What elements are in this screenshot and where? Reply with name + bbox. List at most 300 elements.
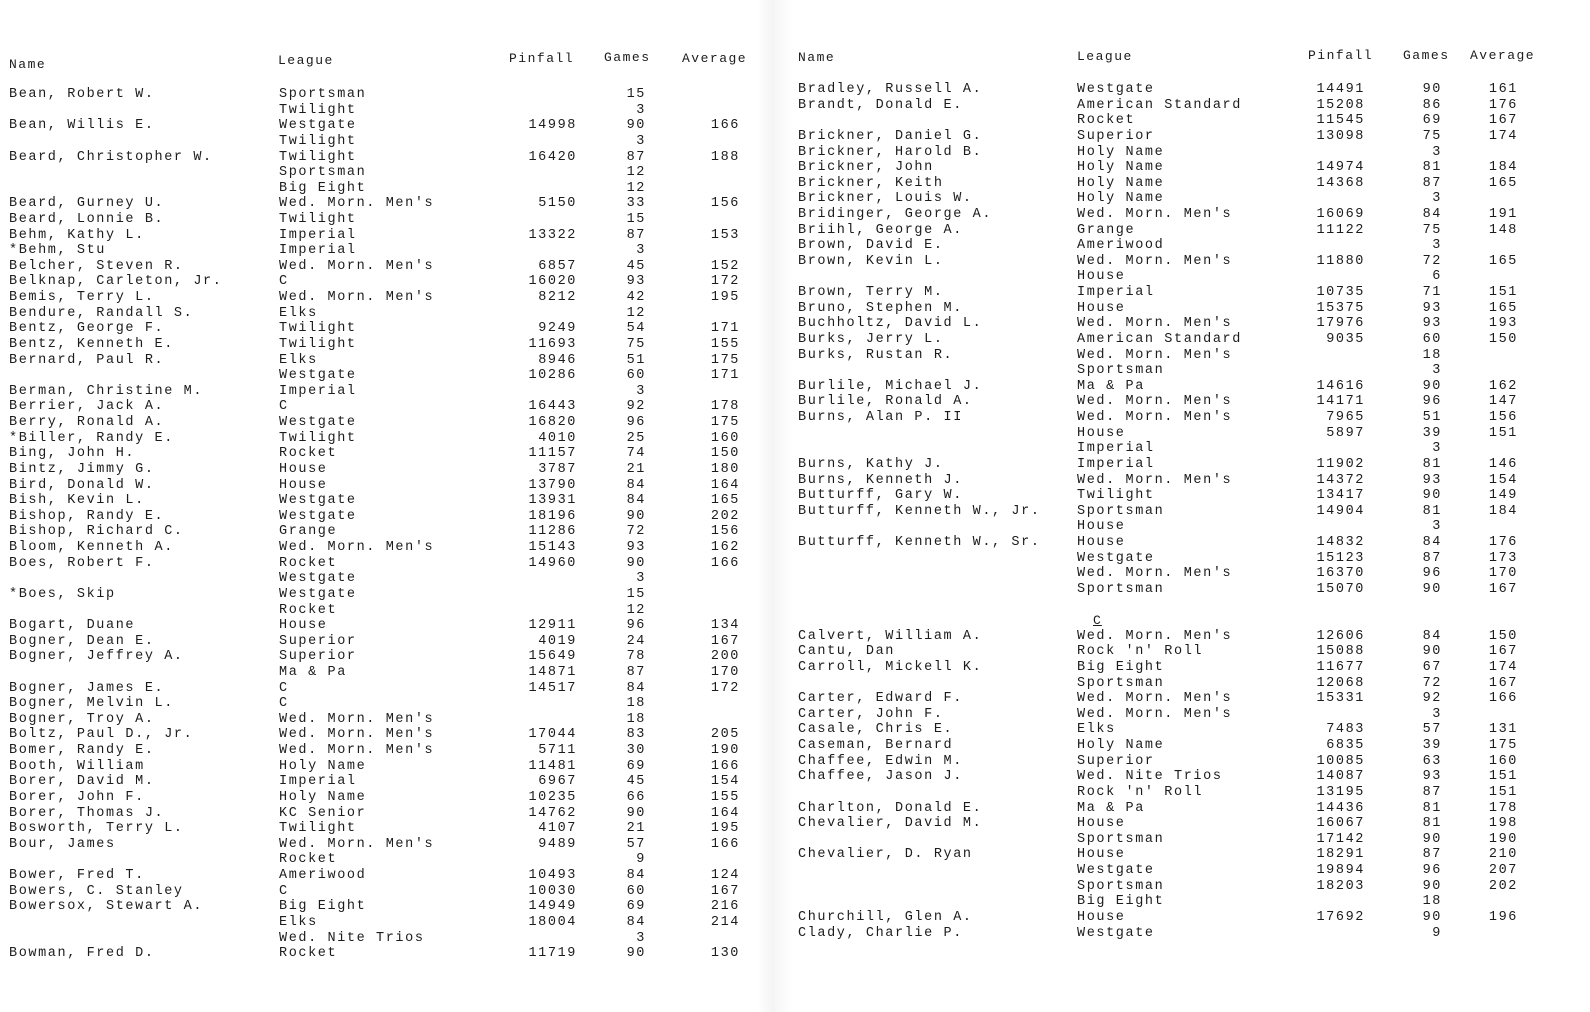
pinfall-value: 14871 bbox=[528, 664, 577, 680]
games-value: 81 bbox=[1422, 503, 1442, 519]
league-name: Wed. Morn. Men's bbox=[1077, 472, 1233, 488]
average-value: 176 bbox=[1488, 97, 1518, 113]
pinfall-value: 5150 bbox=[538, 196, 577, 212]
games-value: 15 bbox=[626, 87, 646, 102]
league-name: Wed. Morn. Men's bbox=[279, 540, 435, 555]
games-value: 18 bbox=[1422, 894, 1442, 910]
left-row bbox=[9, 478, 749, 493]
bowler-name: Boes, Robert F. bbox=[9, 555, 155, 571]
league-name: Twilight bbox=[279, 212, 357, 227]
left-row bbox=[9, 243, 749, 258]
right-row bbox=[798, 519, 1558, 534]
left-row bbox=[9, 681, 749, 696]
games-value: 39 bbox=[1422, 425, 1442, 441]
league-name: Rocket bbox=[1077, 113, 1136, 129]
pinfall-value: 8946 bbox=[538, 352, 577, 368]
games-value: 90 bbox=[1422, 581, 1442, 597]
league-name: Westgate bbox=[279, 493, 357, 509]
games-value: 3 bbox=[1432, 706, 1442, 722]
league-name: Ma & Pa bbox=[1077, 800, 1145, 816]
average-value: 167 bbox=[1488, 581, 1518, 597]
games-value: 83 bbox=[626, 727, 646, 743]
left-row bbox=[9, 946, 749, 961]
right-row bbox=[798, 113, 1558, 128]
league-name: Grange bbox=[1077, 222, 1136, 238]
league-name: Ameriwood bbox=[279, 868, 367, 883]
games-value: 84 bbox=[1422, 207, 1442, 222]
league-name: Holy Name bbox=[1077, 144, 1165, 160]
left-row bbox=[9, 884, 749, 899]
league-name: Wed. Morn. Men's bbox=[279, 743, 435, 758]
right-row bbox=[798, 457, 1558, 472]
games-value: 42 bbox=[626, 290, 646, 306]
games-value: 90 bbox=[1422, 831, 1442, 847]
right-row bbox=[798, 582, 1558, 597]
league-name: Twilight bbox=[1077, 488, 1155, 504]
games-value: 84 bbox=[1422, 535, 1442, 550]
league-name: C bbox=[279, 399, 289, 415]
bowler-name: Bishop, Richard C. bbox=[9, 524, 184, 540]
games-value: 90 bbox=[1422, 378, 1442, 394]
games-value: 33 bbox=[626, 196, 646, 212]
right-header-name: Name bbox=[798, 50, 836, 65]
pinfall-value: 13417 bbox=[1316, 488, 1365, 504]
left-row bbox=[9, 649, 749, 664]
average-value: 156 bbox=[1488, 410, 1518, 425]
games-value: 87 bbox=[1422, 175, 1442, 191]
right-row bbox=[798, 691, 1558, 706]
games-value: 81 bbox=[1422, 816, 1442, 832]
left-header-games: Games bbox=[604, 50, 651, 65]
games-value: 90 bbox=[1422, 82, 1442, 97]
games-value: 84 bbox=[626, 914, 646, 930]
bowler-name: Carter, Edward F. bbox=[798, 691, 963, 707]
right-row bbox=[798, 410, 1558, 425]
average-value: 156 bbox=[710, 196, 740, 212]
games-value: 75 bbox=[626, 336, 646, 352]
right-row bbox=[798, 847, 1558, 862]
pinfall-value: 11545 bbox=[1316, 113, 1365, 129]
games-value: 60 bbox=[1422, 331, 1442, 347]
left-row bbox=[9, 337, 749, 352]
average-value: 193 bbox=[1488, 316, 1518, 332]
bowler-name: Borer, David M. bbox=[9, 774, 155, 790]
games-value: 72 bbox=[1422, 675, 1442, 691]
bowler-name: Bridinger, George A. bbox=[798, 207, 993, 222]
left-row bbox=[9, 384, 749, 399]
pinfall-value: 11880 bbox=[1316, 253, 1365, 269]
league-name: Superior bbox=[1077, 128, 1155, 144]
average-value: 148 bbox=[1488, 222, 1518, 238]
games-value: 3 bbox=[1432, 519, 1442, 535]
games-value: 92 bbox=[626, 399, 646, 415]
bowler-name: Bentz, Kenneth E. bbox=[9, 336, 174, 352]
left-row bbox=[9, 821, 749, 836]
games-value: 69 bbox=[1422, 113, 1442, 129]
league-name: Twilight bbox=[279, 133, 357, 149]
pinfall-value: 14762 bbox=[528, 805, 577, 821]
average-value: 170 bbox=[710, 664, 740, 680]
pinfall-value: 3787 bbox=[538, 461, 577, 477]
bowler-name: Bendure, Randall S. bbox=[9, 305, 194, 321]
pinfall-value: 11693 bbox=[528, 336, 577, 352]
left-row bbox=[9, 415, 749, 430]
bowler-name: Bogner, Melvin L. bbox=[9, 696, 174, 712]
pinfall-value: 13195 bbox=[1316, 784, 1365, 800]
average-value: 216 bbox=[710, 899, 740, 915]
pinfall-value: 16820 bbox=[528, 415, 577, 430]
pinfall-value: 10735 bbox=[1316, 285, 1365, 301]
average-value: 190 bbox=[1488, 831, 1518, 847]
bowler-name: Bernard, Paul R. bbox=[9, 352, 165, 368]
pinfall-value: 12606 bbox=[1316, 628, 1365, 644]
right-row bbox=[798, 254, 1558, 269]
pinfall-value: 9489 bbox=[538, 836, 577, 852]
average-value: 198 bbox=[1488, 816, 1518, 832]
right-row bbox=[798, 879, 1558, 894]
bowler-name: Booth, William bbox=[9, 758, 145, 774]
left-row bbox=[9, 696, 749, 711]
average-value: 166 bbox=[710, 836, 740, 852]
pinfall-value: 15088 bbox=[1316, 644, 1365, 660]
games-value: 81 bbox=[1422, 160, 1442, 176]
league-name: Wed. Morn. Men's bbox=[1077, 410, 1233, 425]
games-value: 63 bbox=[1422, 753, 1442, 769]
average-value: 175 bbox=[710, 415, 740, 430]
games-value: 87 bbox=[1422, 550, 1442, 566]
bowler-name: Brown, David E. bbox=[798, 238, 944, 254]
left-row bbox=[9, 509, 749, 524]
bowler-name: Burlile, Michael J. bbox=[798, 378, 983, 394]
pinfall-value: 15070 bbox=[1316, 581, 1365, 597]
left-row bbox=[9, 556, 749, 571]
games-value: 12 bbox=[626, 180, 646, 196]
league-name: Wed. Nite Trios bbox=[1077, 769, 1223, 785]
bowler-name: Burks, Jerry L. bbox=[798, 331, 944, 347]
right-header-pinfall: Pinfall bbox=[1308, 48, 1374, 63]
average-value: 165 bbox=[1488, 253, 1518, 269]
bowler-name: Borer, John F. bbox=[9, 789, 145, 805]
pinfall-value: 11719 bbox=[528, 946, 577, 962]
right-row bbox=[798, 676, 1558, 691]
left-row bbox=[9, 634, 749, 649]
league-name: Westgate bbox=[1077, 82, 1155, 97]
average-value: 195 bbox=[710, 821, 740, 837]
games-value: 15 bbox=[626, 212, 646, 227]
average-value: 166 bbox=[710, 118, 740, 134]
pinfall-value: 14616 bbox=[1316, 378, 1365, 394]
bowler-name: Brickner, Keith bbox=[798, 175, 944, 191]
games-value: 6 bbox=[1432, 269, 1442, 285]
league-name: Wed. Morn. Men's bbox=[1077, 566, 1233, 582]
games-value: 15 bbox=[626, 586, 646, 602]
games-value: 93 bbox=[1422, 316, 1442, 332]
bowler-name: Bishop, Randy E. bbox=[9, 508, 165, 524]
league-name: Westgate bbox=[1077, 550, 1155, 566]
bowler-name: Bentz, George F. bbox=[9, 321, 165, 337]
games-value: 24 bbox=[626, 633, 646, 649]
pinfall-value: 11902 bbox=[1316, 456, 1365, 472]
games-value: 3 bbox=[636, 243, 646, 259]
average-value: 167 bbox=[710, 883, 740, 899]
section-letter-c: C bbox=[1093, 613, 1102, 628]
games-value: 54 bbox=[626, 321, 646, 337]
league-name: Wed. Nite Trios bbox=[279, 930, 425, 946]
left-row bbox=[9, 540, 749, 555]
left-row bbox=[9, 134, 749, 149]
pinfall-value: 17044 bbox=[528, 727, 577, 743]
league-name: Twilight bbox=[279, 149, 357, 165]
right-row bbox=[798, 473, 1558, 488]
average-value: 176 bbox=[1488, 535, 1518, 550]
league-name: Wed. Morn. Men's bbox=[1077, 253, 1233, 269]
bowler-name: Caseman, Bernard bbox=[798, 738, 954, 753]
bowler-name: Bomer, Randy E. bbox=[9, 743, 155, 758]
games-value: 96 bbox=[1422, 566, 1442, 582]
league-name: Big Eight bbox=[279, 899, 367, 915]
pinfall-value: 18203 bbox=[1316, 878, 1365, 894]
league-name: Holy Name bbox=[1077, 738, 1165, 753]
games-value: 3 bbox=[636, 133, 646, 149]
left-row bbox=[9, 150, 749, 165]
average-value: 172 bbox=[710, 274, 740, 290]
right-row bbox=[798, 863, 1558, 878]
games-value: 71 bbox=[1422, 285, 1442, 301]
games-value: 3 bbox=[1432, 144, 1442, 160]
left-row bbox=[9, 259, 749, 274]
pinfall-value: 13098 bbox=[1316, 128, 1365, 144]
average-value: 178 bbox=[1488, 800, 1518, 816]
bowler-name: Cantu, Dan bbox=[798, 644, 896, 660]
league-name: Imperial bbox=[1077, 456, 1155, 472]
league-name: Sportsman bbox=[1077, 831, 1165, 847]
games-value: 90 bbox=[626, 555, 646, 571]
bowler-name: Bowersox, Stewart A. bbox=[9, 899, 204, 915]
pinfall-value: 4019 bbox=[538, 633, 577, 649]
games-value: 87 bbox=[626, 149, 646, 165]
league-name: Westgate bbox=[279, 368, 357, 384]
games-value: 93 bbox=[1422, 472, 1442, 488]
average-value: 190 bbox=[710, 743, 740, 758]
average-value: 180 bbox=[710, 461, 740, 477]
left-row bbox=[9, 915, 749, 930]
right-row bbox=[798, 363, 1558, 378]
bowler-name: Brandt, Donald E. bbox=[798, 97, 963, 113]
bowler-name: Bower, Fred T. bbox=[9, 868, 145, 883]
right-row bbox=[798, 98, 1558, 113]
bowler-name: Clady, Charlie P. bbox=[798, 925, 963, 941]
left-row bbox=[9, 852, 749, 867]
average-value: 167 bbox=[1488, 113, 1518, 129]
bowler-name: Brown, Kevin L. bbox=[798, 253, 944, 269]
pinfall-value: 14372 bbox=[1316, 472, 1365, 488]
left-row bbox=[9, 603, 749, 618]
right-row bbox=[798, 613, 1558, 628]
league-name: Twilight bbox=[279, 430, 357, 446]
pinfall-value: 16020 bbox=[528, 274, 577, 290]
games-value: 84 bbox=[626, 493, 646, 509]
average-value: 205 bbox=[710, 727, 740, 743]
league-name: Westgate bbox=[279, 586, 357, 602]
league-name: Wed. Morn. Men's bbox=[279, 290, 435, 306]
bowler-name: Burns, Alan P. II bbox=[798, 410, 963, 425]
average-value: 166 bbox=[1488, 691, 1518, 707]
left-row bbox=[9, 665, 749, 680]
pinfall-value: 10235 bbox=[528, 789, 577, 805]
bowler-name: Brown, Terry M. bbox=[798, 285, 944, 301]
average-value: 151 bbox=[1488, 769, 1518, 785]
bowler-name: Bean, Robert W. bbox=[9, 87, 155, 102]
games-value: 96 bbox=[626, 415, 646, 430]
games-value: 90 bbox=[1422, 878, 1442, 894]
right-row bbox=[798, 660, 1558, 675]
games-value: 57 bbox=[626, 836, 646, 852]
bowler-name: Burns, Kenneth J. bbox=[798, 472, 963, 488]
league-name: Imperial bbox=[1077, 285, 1155, 301]
average-value: 175 bbox=[710, 352, 740, 368]
right-header-league: League bbox=[1077, 49, 1133, 64]
pinfall-value: 15123 bbox=[1316, 550, 1365, 566]
right-row bbox=[798, 223, 1558, 238]
league-name: Holy Name bbox=[279, 758, 367, 774]
left-row bbox=[9, 353, 749, 368]
pinfall-value: 12068 bbox=[1316, 675, 1365, 691]
right-header-average: Average bbox=[1470, 48, 1536, 63]
games-value: 78 bbox=[626, 649, 646, 665]
games-value: 87 bbox=[626, 227, 646, 243]
games-value: 96 bbox=[1422, 863, 1442, 878]
average-value: 170 bbox=[1488, 566, 1518, 582]
league-name: Wed. Morn. Men's bbox=[1077, 394, 1233, 410]
left-row bbox=[9, 806, 749, 821]
right-row bbox=[798, 551, 1558, 566]
right-row bbox=[798, 832, 1558, 847]
pinfall-value: 9035 bbox=[1326, 331, 1365, 347]
average-value: 155 bbox=[710, 336, 740, 352]
average-value: 202 bbox=[1488, 878, 1518, 894]
games-value: 21 bbox=[626, 821, 646, 837]
average-value: 165 bbox=[1488, 175, 1518, 191]
league-name: Rock 'n' Roll bbox=[1077, 784, 1204, 800]
left-header-pinfall: Pinfall bbox=[509, 51, 575, 66]
average-value: 164 bbox=[710, 477, 740, 493]
league-name: House bbox=[1077, 300, 1126, 316]
left-row bbox=[9, 462, 749, 477]
games-value: 93 bbox=[1422, 300, 1442, 316]
pinfall-value: 14904 bbox=[1316, 503, 1365, 519]
pinfall-value: 12911 bbox=[528, 618, 577, 634]
bowler-name: Casale, Chris E. bbox=[798, 722, 954, 738]
games-value: 18 bbox=[626, 696, 646, 712]
games-value: 87 bbox=[1422, 847, 1442, 863]
league-name: Wed. Morn. Men's bbox=[1077, 628, 1233, 644]
average-value: 152 bbox=[710, 258, 740, 274]
games-value: 39 bbox=[1422, 738, 1442, 753]
pinfall-value: 14960 bbox=[528, 555, 577, 571]
bowler-name: Belcher, Steven R. bbox=[9, 258, 184, 274]
bowler-name: Beard, Gurney U. bbox=[9, 196, 165, 212]
league-name: Rocket bbox=[279, 602, 338, 618]
league-name: Wed. Morn. Men's bbox=[1077, 347, 1233, 363]
left-row bbox=[9, 399, 749, 414]
games-value: 90 bbox=[1422, 909, 1442, 925]
games-value: 51 bbox=[626, 352, 646, 368]
league-name: Wed. Morn. Men's bbox=[279, 727, 435, 743]
left-row bbox=[9, 290, 749, 305]
games-value: 25 bbox=[626, 430, 646, 446]
league-name: Imperial bbox=[279, 774, 357, 790]
games-value: 60 bbox=[626, 368, 646, 384]
average-value: 167 bbox=[1488, 644, 1518, 660]
pinfall-value: 19894 bbox=[1316, 863, 1365, 878]
bowler-name: Beard, Christopher W. bbox=[9, 149, 213, 165]
games-value: 90 bbox=[626, 805, 646, 821]
league-name: Wed. Morn. Men's bbox=[279, 836, 435, 852]
bowler-name: Bloom, Kenneth A. bbox=[9, 540, 174, 555]
league-name: Superior bbox=[279, 633, 357, 649]
average-value: 162 bbox=[710, 540, 740, 555]
pinfall-value: 14832 bbox=[1316, 535, 1365, 550]
pinfall-value: 16420 bbox=[528, 149, 577, 165]
pinfall-value: 4010 bbox=[538, 430, 577, 446]
games-value: 90 bbox=[1422, 488, 1442, 504]
pinfall-value: 17142 bbox=[1316, 831, 1365, 847]
pinfall-value: 11286 bbox=[528, 524, 577, 540]
bowler-name: Chevalier, D. Ryan bbox=[798, 847, 973, 863]
average-value: 172 bbox=[710, 680, 740, 696]
average-value: 207 bbox=[1488, 863, 1518, 878]
left-row bbox=[9, 306, 749, 321]
pinfall-value: 14974 bbox=[1316, 160, 1365, 176]
average-value: 214 bbox=[710, 914, 740, 930]
league-name: House bbox=[279, 477, 328, 493]
average-value: 196 bbox=[1488, 909, 1518, 925]
league-name: House bbox=[1077, 425, 1126, 441]
games-value: 12 bbox=[626, 305, 646, 321]
left-row bbox=[9, 181, 749, 196]
bowler-name: Churchill, Glen A. bbox=[798, 909, 973, 925]
right-row bbox=[798, 644, 1558, 659]
league-name: Twilight bbox=[279, 321, 357, 337]
bowler-name: Burns, Kathy J. bbox=[798, 456, 944, 472]
average-value: 164 bbox=[710, 805, 740, 821]
right-row bbox=[798, 316, 1558, 331]
games-value: 3 bbox=[636, 930, 646, 946]
right-row bbox=[798, 269, 1558, 284]
left-row bbox=[9, 321, 749, 336]
league-name: C bbox=[279, 680, 289, 696]
bowler-name: Butturff, Kenneth W., Sr. bbox=[798, 535, 1041, 550]
pinfall-value: 11677 bbox=[1316, 659, 1365, 675]
left-row bbox=[9, 103, 749, 118]
right-row bbox=[798, 910, 1558, 925]
games-value: 84 bbox=[1422, 628, 1442, 644]
right-row bbox=[798, 285, 1558, 300]
league-name: Elks bbox=[1077, 722, 1116, 738]
bowler-name: Bogner, Dean E. bbox=[9, 633, 155, 649]
pinfall-value: 16443 bbox=[528, 399, 577, 415]
games-value: 18 bbox=[626, 711, 646, 727]
bowler-name: Bosworth, Terry L. bbox=[9, 821, 184, 837]
league-name: Twilight bbox=[279, 336, 357, 352]
average-value: 131 bbox=[1488, 722, 1518, 738]
pinfall-value: 7965 bbox=[1326, 410, 1365, 425]
average-value: 167 bbox=[710, 633, 740, 649]
pinfall-value: 11157 bbox=[528, 446, 577, 462]
league-name: Wed. Morn. Men's bbox=[279, 258, 435, 274]
games-value: 72 bbox=[1422, 253, 1442, 269]
bowler-name: Charlton, Donald E. bbox=[798, 800, 983, 816]
